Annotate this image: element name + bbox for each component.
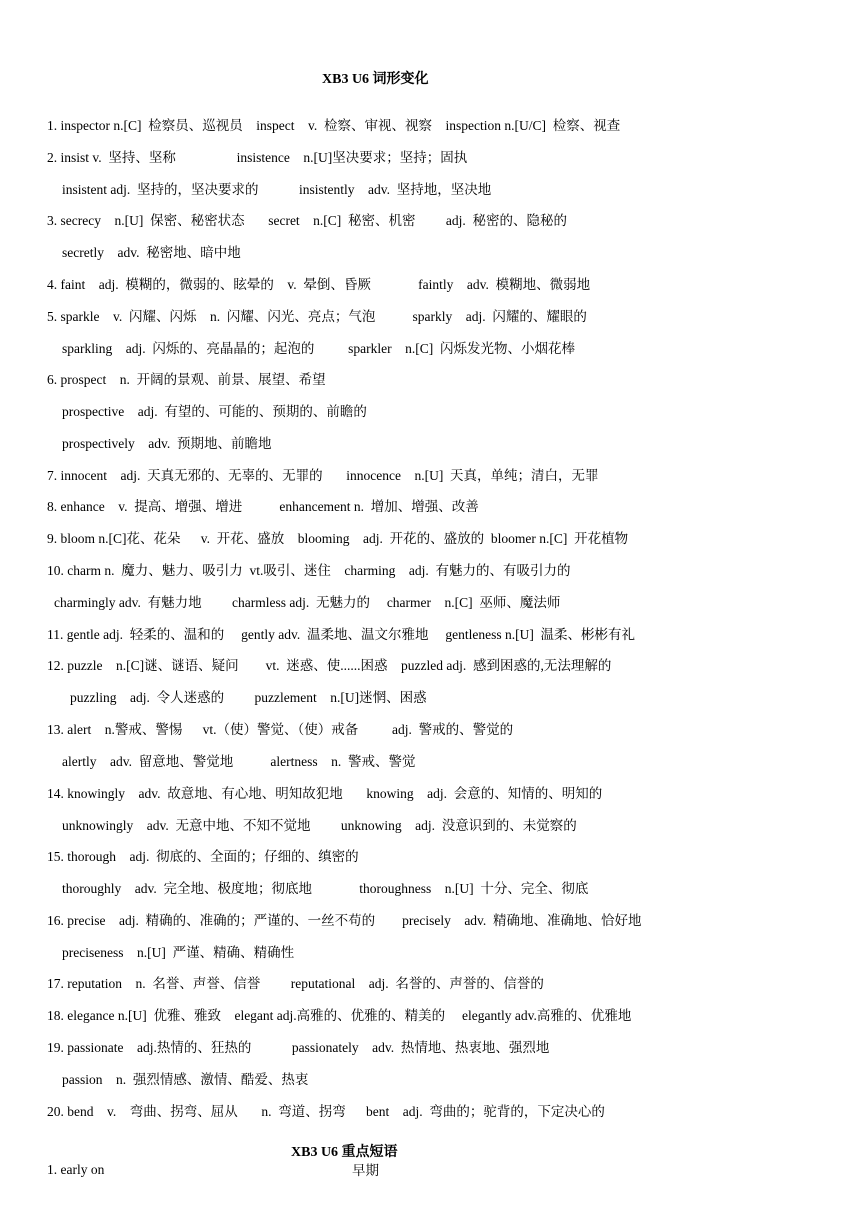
entry-line-15: 15. thorough adj. 彻底的、全面的；仔细的、缜密的 xyxy=(47,849,359,864)
phrase-meaning: 早期 xyxy=(352,1163,379,1178)
entry-line-13: 13. alert n.警戒、警惕 vt.（使）警觉、（使）戒备 adj. 警戒的、警觉的 xyxy=(47,722,514,737)
entry-line-5-cont: sparkling adj. 闪烁的、亮晶晶的；起泡的 sparkler n.[C] 闪烁发光物、小烟花棒 xyxy=(62,341,575,356)
entry-line-3: 3. secrecy n.[U] 保密、秘密状态 secret n.[C] 秘密、机密 adj. 秘密的、隐秘的 xyxy=(47,213,568,228)
entry-line-14-cont: unknowingly adv. 无意中地、不知不觉地 unknowing adj. 没意识到的、未觉察的 xyxy=(62,818,577,833)
entry-line-12: 12. puzzle n.[C]谜、谜语、疑问 vt. 迷惑、使......困惑 puzzled adj. 感到困惑的,无法理解的 xyxy=(47,658,612,673)
entry-line-12-cont: puzzling adj. 令人迷惑的 puzzlement n.[U]迷惘、困惑 xyxy=(70,690,427,705)
entry-line-16-cont: preciseness n.[U] 严谨、精确、精确性 xyxy=(62,945,295,960)
entry-line-1: 1. inspector n.[C] 检察员、巡视员 inspect v. 检察、审视、视察 inspection n.[U/C] 检察、视查 xyxy=(47,118,621,133)
entry-line-4: 4. faint adj. 模糊的，微弱的、眩晕的 v. 晕倒、昏厥 faintly adv. 模糊地、微弱地 xyxy=(47,277,591,292)
entry-line-2-cont: insistent adj. 坚持的，坚决要求的 insistently adv. 坚持地，坚决地 xyxy=(62,182,492,197)
entry-line-19-cont: passion n. 强烈情感、激情、酷爱、热衷 xyxy=(62,1072,309,1087)
entry-line-16: 16. precise adj. 精确的、准确的；严谨的、一丝不苟的 precisely adv. 精确地、准确地、恰好地 xyxy=(47,913,642,928)
entry-line-10: 10. charm n. 魔力、魅力、吸引力 vt.吸引、迷住 charming adj. 有魅力的、有吸引力的 xyxy=(47,563,571,578)
entry-line-14: 14. knowingly adv. 故意地、有心地、明知故犯地 knowing adj. 会意的、知情的、明知的 xyxy=(47,786,603,801)
entry-line-19: 19. passionate adj.热情的、狂热的 passionately adv. 热情地、热衷地、强烈地 xyxy=(47,1040,550,1055)
entry-line-6-cont-a: prospective adj. 有望的、可能的、预期的、前瞻的 xyxy=(62,404,367,419)
entry-line-13-cont: alertly adv. 留意地、警觉地 alertness n. 警戒、警觉 xyxy=(62,754,416,769)
entry-line-18: 18. elegance n.[U] 优雅、雅致 elegant adj.高雅的、优雅的、精美的 elegantly adv.高雅的、优雅地 xyxy=(47,1008,632,1023)
entry-line-10-cont: charmingly adv. 有魅力地 charmless adj. 无魅力的 charmer n.[C] 巫师、魔法师 xyxy=(54,595,561,610)
entry-line-20: 20. bend v. 弯曲、拐弯、屈从 n. 弯道、拐弯 bent adj. 弯曲的；驼背的，下定决心的 xyxy=(47,1104,605,1119)
entry-line-5: 5. sparkle v. 闪耀、闪烁 n. 闪耀、闪光、亮点；气泡 sparkly adj. 闪耀的、耀眼的 xyxy=(47,309,587,324)
entry-line-6-cont-b: prospectively adv. 预期地、前瞻地 xyxy=(62,436,272,451)
entry-line-15-cont: thoroughly adv. 完全地、极度地；彻底地 thoroughness n.[U] 十分、完全、彻底 xyxy=(62,881,589,896)
entry-line-6: 6. prospect n. 开阔的景观、前景、展望、希望 xyxy=(47,372,326,387)
entry-line-11: 11. gentle adj. 轻柔的、温和的 gently adv. 温柔地、温文尔雅地 gentleness n.[U] 温柔、彬彬有礼 xyxy=(47,627,636,642)
entry-line-3-cont: secretly adv. 秘密地、暗中地 xyxy=(62,245,241,260)
entry-line-8: 8. enhance v. 提高、增强、增进 enhancement n. 增加、增强、改善 xyxy=(47,499,479,514)
entry-line-9: 9. bloom n.[C]花、花朵 v. 开花、盛放 blooming adj. 开花的、盛放的 bloomer n.[C] 开花植物 xyxy=(47,531,629,546)
section-title-key-phrases: XB3 U6 重点短语 xyxy=(291,1145,398,1160)
section-title-word-forms: XB3 U6 词形变化 xyxy=(322,72,429,87)
entry-line-7: 7. innocent adj. 天真无邪的、无辜的、无罪的 innocence n.[U] 天真，单纯；清白，无罪 xyxy=(47,468,599,483)
entry-line-17: 17. reputation n. 名誉、声誉、信誉 reputational adj. 名誉的、声誉的、信誉的 xyxy=(47,976,544,991)
entry-line-2: 2. insist v. 坚持、坚称 insistence n.[U]坚决要求；坚持；固执 xyxy=(47,150,468,165)
phrase-term: 1. early on xyxy=(47,1162,105,1177)
